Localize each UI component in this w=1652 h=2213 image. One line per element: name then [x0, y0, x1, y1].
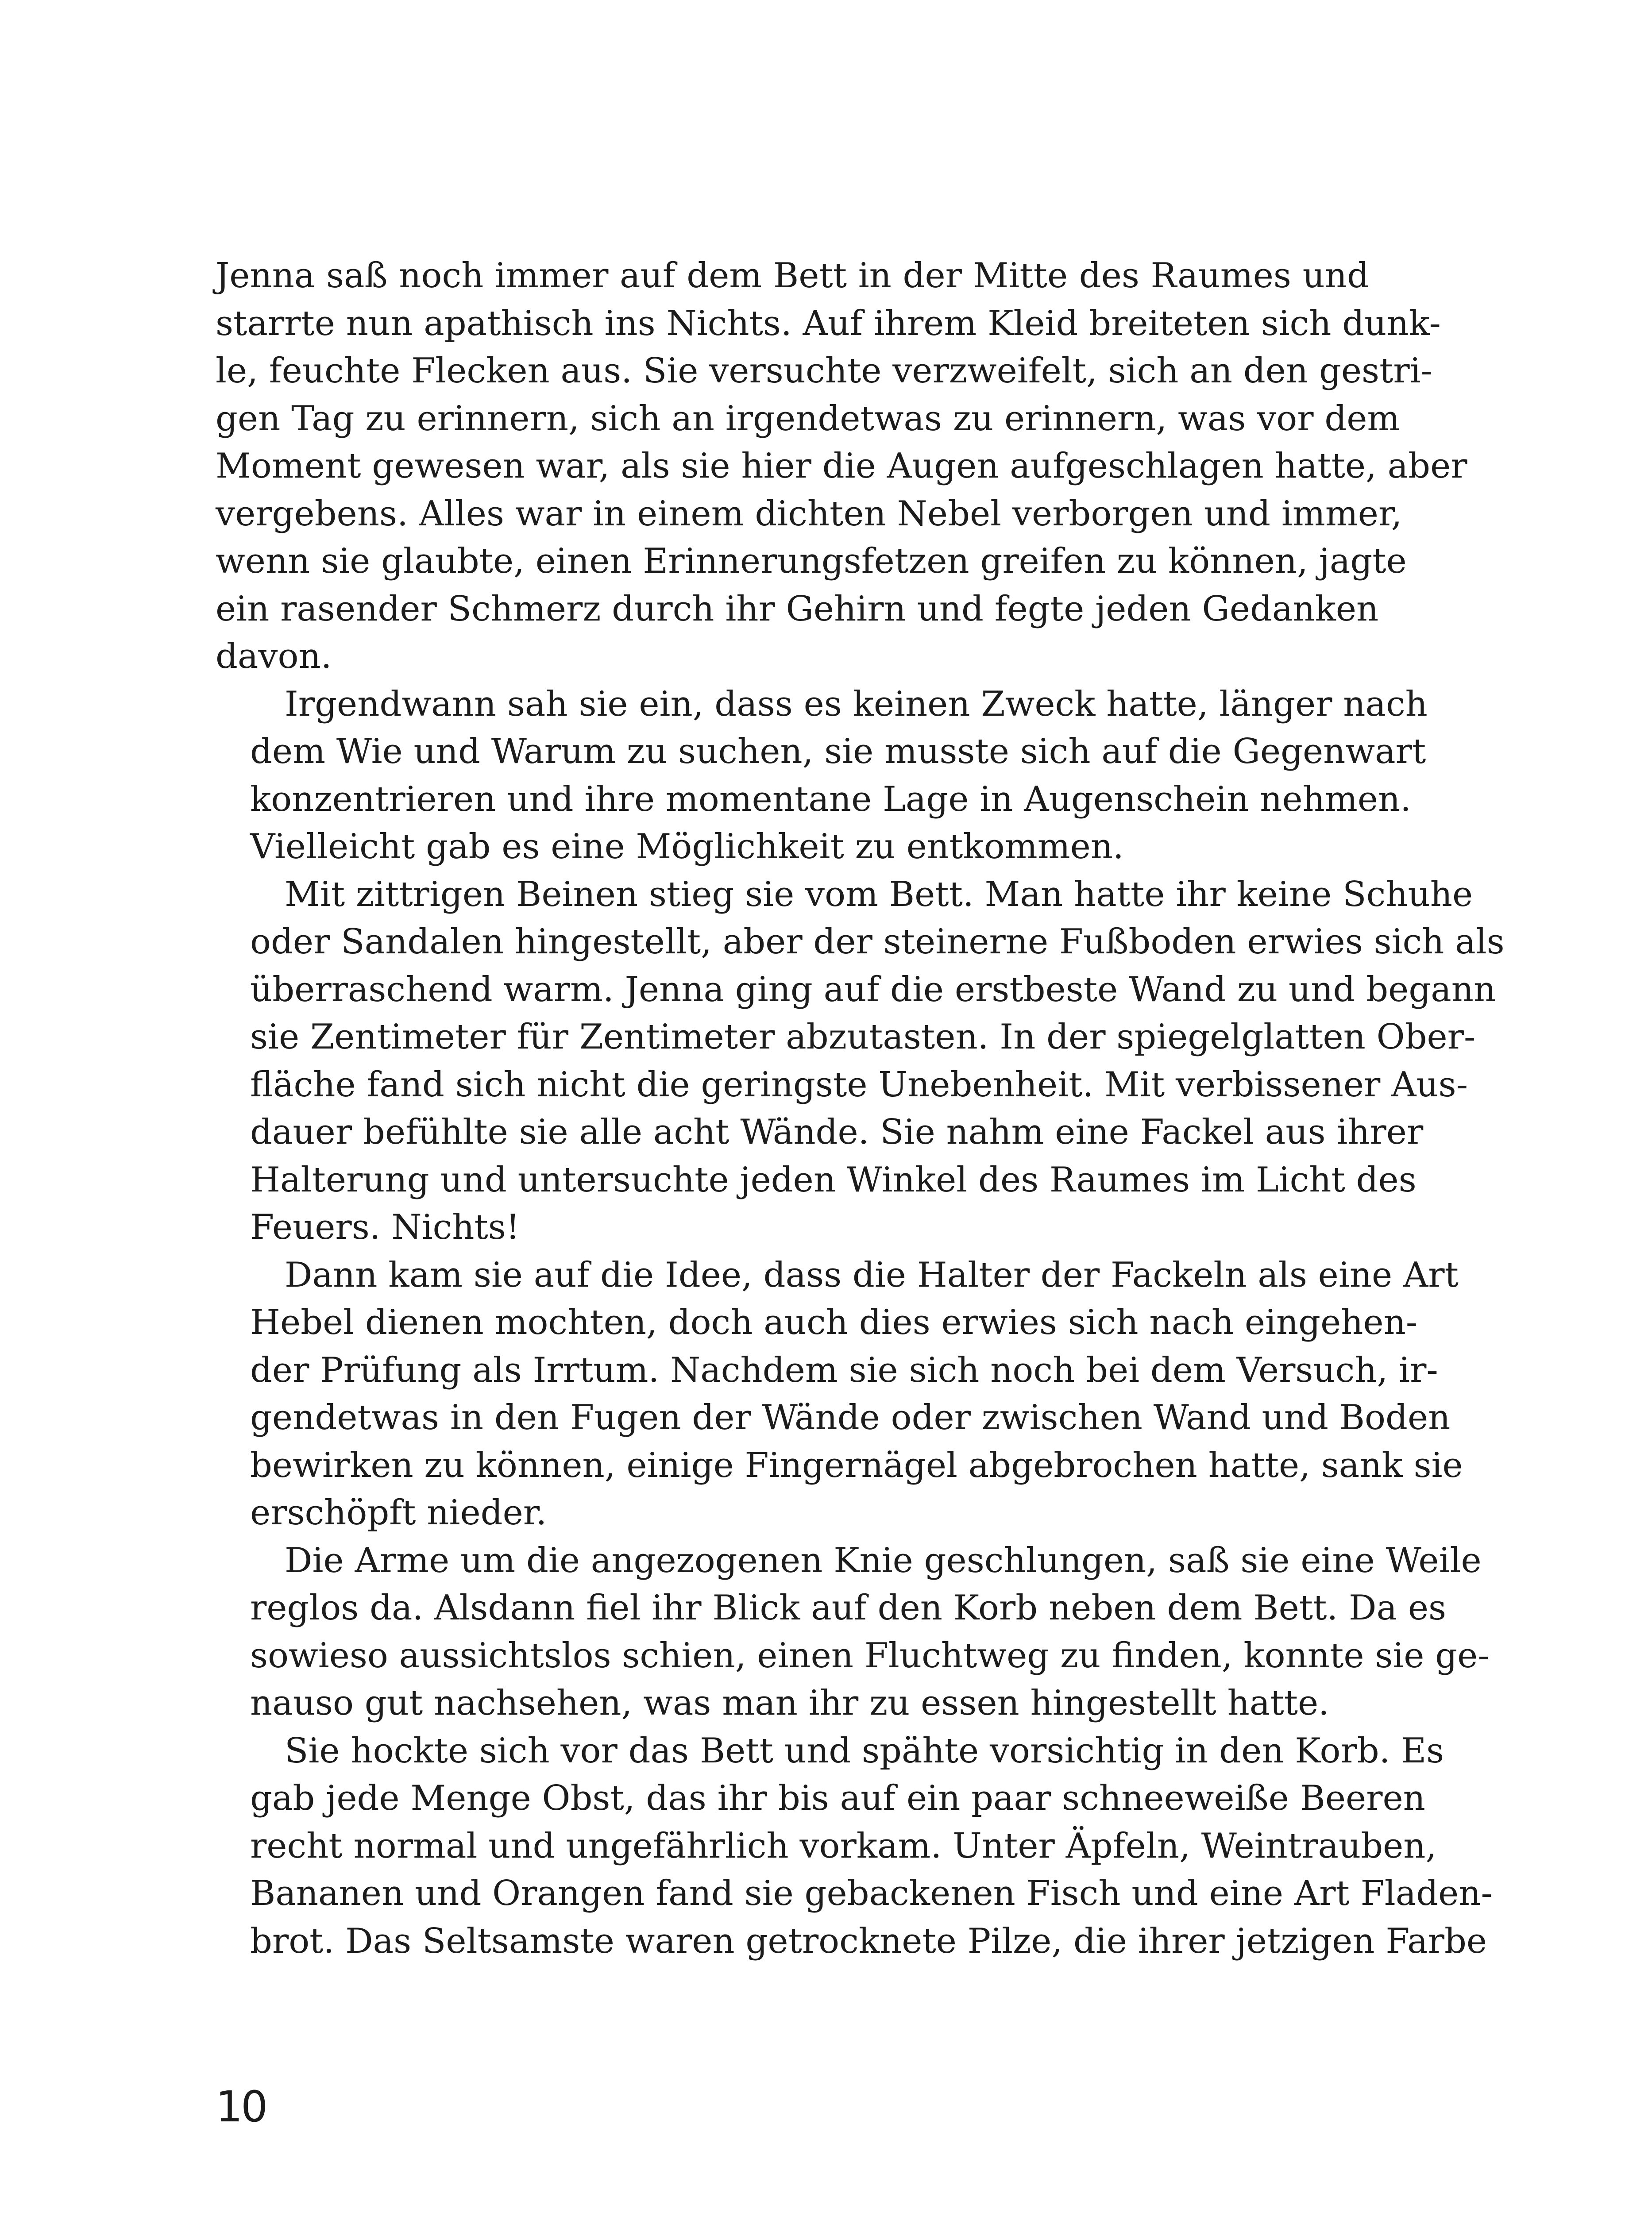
text-line: nauso gut nachsehen, was man ihr zu essen hingestellt hatte.	[250, 1683, 1329, 1723]
text-line: überraschend warm. Jenna ging auf die erstbeste Wand zu und begann	[250, 969, 1496, 1010]
text-line: Moment gewesen war, als sie hier die Augen aufgeschlagen hatte, aber	[216, 446, 1467, 486]
text-line: Jenna saß noch immer auf dem Bett in der Mitte des Raumes und	[216, 256, 1369, 296]
paragraph	[216, 252, 1467, 681]
text-line: gendetwas in den Fugen der Wände oder zwischen Wand und Boden	[250, 1398, 1451, 1438]
text-line: Hebel dienen mochten, doch auch dies erwies sich nach eingehen-	[250, 1303, 1418, 1342]
text-line: Dann kam sie auf die Idee, dass die Halter der Fackeln als eine Art	[285, 1255, 1459, 1295]
paragraph	[216, 871, 1505, 1252]
text-line: Feuers. Nichts!	[250, 1207, 520, 1247]
text-line: dem Wie und Warum zu suchen, sie musste sich auf die Gegenwart	[250, 732, 1426, 771]
text-line: wenn sie glaubte, einen Erinnerungsfetzen greifen zu können, jagte	[216, 541, 1407, 581]
text-line: ein rasender Schmerz durch ihr Gehirn und fegte jeden Gedanken	[216, 589, 1379, 629]
text-line: erschöpft nieder.	[250, 1493, 547, 1533]
text-line: fläche fand sich nicht die geringste Unebenheit. Mit verbissener Aus-	[250, 1064, 1468, 1105]
text-line: bewirken zu können, einige Fingernägel abgebrochen hatte, sank sie	[250, 1445, 1463, 1485]
text-line: oder Sandalen hingestellt, aber der steinerne Fußboden erwies sich als	[250, 922, 1505, 962]
text-line: Irgendwann sah sie ein, dass es keinen Zweck hatte, länger nach	[285, 684, 1428, 724]
paragraph	[216, 1537, 1490, 1727]
text-line: Vielleicht gab es eine Möglichkeit zu entkommen.	[250, 827, 1124, 867]
text-line: Mit zittrigen Beinen stieg sie vom Bett. Man hatte ihr keine Schuhe	[285, 874, 1473, 914]
body-text	[216, 252, 1505, 1965]
text-line: starrte nun apathisch ins Nichts. Auf ihrem Kleid breiteten sich dunk-	[216, 303, 1441, 343]
text-line: le, feuchte Flecken aus. Sie versuchte verzweifelt, sich an den gestri-	[216, 351, 1433, 391]
text-line: recht normal und ungefährlich vorkam. Unter Äpfeln, Weintrauben,	[250, 1826, 1437, 1866]
paragraph	[216, 1727, 1493, 1966]
text-line: brot. Das Seltsamste waren getrocknete Pilze, die ihrer jetzigen Farbe	[250, 1921, 1487, 1961]
text-line: reglos da. Alsdann fiel ihr Blick auf den Korb neben dem Bett. Da es	[250, 1588, 1447, 1628]
page-number: 10	[216, 2082, 266, 2132]
text-line: sowieso aussichtslos schien, einen Fluchtweg zu finden, konnte sie ge-	[250, 1635, 1490, 1676]
paragraph	[216, 1252, 1463, 1537]
text-line: davon.	[216, 636, 332, 676]
text-line: Halterung und untersuchte jeden Winkel des Raumes im Licht des	[250, 1160, 1417, 1200]
text-line: Bananen und Orangen fand sie gebackenen Fisch und eine Art Fladen-	[250, 1874, 1493, 1913]
text-line: Die Arme um die angezogenen Knie geschlungen, saß sie eine Weile	[285, 1540, 1482, 1581]
text-line: Sie hockte sich vor das Bett und spähte vorsichtig in den Korb. Es	[285, 1731, 1444, 1771]
text-line: gab jede Menge Obst, das ihr bis auf ein paar schneeweiße Beeren	[250, 1778, 1425, 1818]
paragraph	[216, 681, 1428, 871]
text-line: der Prüfung als Irrtum. Nachdem sie sich noch bei dem Versuch, ir-	[250, 1350, 1438, 1390]
text-line: vergebens. Alles war in einem dichten Nebel verborgen und immer,	[216, 493, 1402, 534]
text-line: konzentrieren und ihre momentane Lage in Augenschein nehmen.	[250, 779, 1412, 819]
text-line: dauer befühlte sie alle acht Wände. Sie nahm eine Fackel aus ihrer	[250, 1112, 1424, 1152]
text-line: sie Zentimeter für Zentimeter abzutasten. In der spiegelglatten Ober-	[250, 1017, 1476, 1057]
text-line: gen Tag zu erinnern, sich an irgendetwas zu erinnern, was vor dem	[216, 398, 1400, 439]
